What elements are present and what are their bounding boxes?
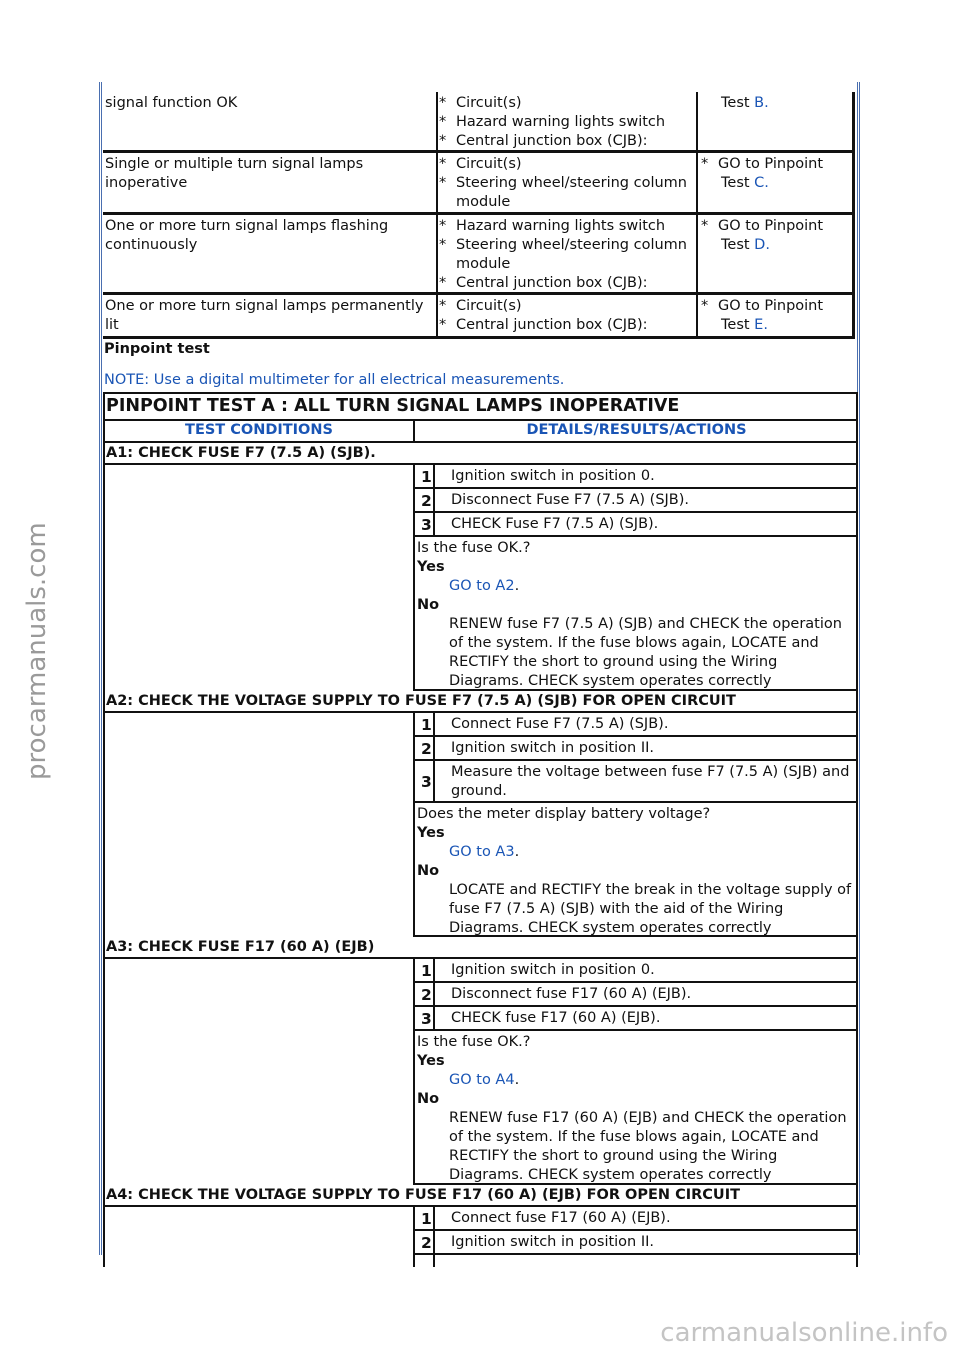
action: Test B. xyxy=(721,95,769,111)
go-to-a2-link[interactable]: GO to A2 xyxy=(449,578,515,594)
go-to-a4-link[interactable]: GO to A4 xyxy=(449,1072,515,1088)
step-header-a4: A4: CHECK THE VOLTAGE SUPPLY TO FUSE F17 (60 A) (EJB) FOR OPEN CIRCUIT xyxy=(105,1185,856,1207)
watermark-left: procarmanuals.com xyxy=(22,522,52,780)
step-header-a1: A1: CHECK FUSE F7 (7.5 A) (SJB). xyxy=(105,443,856,465)
symptom-text: Single or multiple turn signal lamps inoperative xyxy=(105,156,364,191)
action: * GO to Pinpoint Test C. xyxy=(701,156,824,191)
symptom-row xyxy=(103,295,855,339)
step-header-a3: A3: CHECK FUSE F17 (60 A) (EJB) xyxy=(105,937,856,959)
step-body-a2 xyxy=(105,713,856,937)
step-body-a3 xyxy=(105,959,856,1185)
step-item: 1 Ignition switch in position 0. xyxy=(415,465,856,489)
pinpoint-table xyxy=(103,392,858,1267)
step-item: 1 Ignition switch in position 0. xyxy=(415,959,856,983)
step-item: 1 Connect Fuse F7 (7.5 A) (SJB). xyxy=(415,713,856,737)
step-result: Does the meter display battery voltage? Yes GO to A3. No LOCATE and RECTIFY the break in the voltage supply of fuse F7 (7.5 A) (SJB) with the aid of the Wiring Diagrams. CHECK system operates correctly xyxy=(415,803,856,937)
step-header-a2: A2: CHECK THE VOLTAGE SUPPLY TO FUSE F7 (7.5 A) (SJB) FOR OPEN CIRCUIT xyxy=(105,691,856,713)
test-e-link[interactable]: E. xyxy=(754,317,768,333)
col-test-conditions: TEST CONDITIONS xyxy=(185,422,333,438)
symptom-text: One or more turn signal lamps permanently lit xyxy=(105,298,424,333)
watermark-bottom: carmanualsonline.info xyxy=(660,1318,948,1348)
step-result: Is the fuse OK.? Yes GO to A2. No RENEW fuse F7 (7.5 A) (SJB) and CHECK the operation of the system. If the fuse blows again, LOCATE and RECTIFY the short to ground using the Wiring Diagrams. CHECK system operates correctly xyxy=(415,537,856,691)
test-b-link[interactable]: B. xyxy=(754,95,769,111)
possible-causes: * Circuit(s) * Steering wheel/steering column module xyxy=(439,156,687,210)
symptom-text: One or more turn signal lamps flashing continuously xyxy=(105,218,389,253)
step-item-partial xyxy=(415,1255,856,1267)
step-item: 2 Ignition switch in position II. xyxy=(415,1231,856,1255)
possible-causes: * Circuit(s) * Central junction box (CJB): xyxy=(439,298,648,333)
step-item: 3 CHECK fuse F17 (60 A) (EJB). xyxy=(415,1007,856,1031)
go-to-a3-link[interactable]: GO to A3 xyxy=(449,844,515,860)
step-item: 1 Connect fuse F17 (60 A) (EJB). xyxy=(415,1207,856,1231)
col-details: DETAILS/RESULTS/ACTIONS xyxy=(526,422,747,438)
symptom-row xyxy=(103,92,855,153)
table-header xyxy=(105,421,856,443)
test-c-link[interactable]: C. xyxy=(754,175,769,191)
possible-causes: * Hazard warning lights switch * Steering wheel/steering column module * Central junction box (CJB): xyxy=(439,218,687,291)
possible-causes: * Circuit(s) * Hazard warning lights switch * Central junction box (CJB): xyxy=(439,95,666,149)
action: * GO to Pinpoint Test D. xyxy=(701,218,824,253)
step-item: 3 CHECK Fuse F7 (7.5 A) (SJB). xyxy=(415,513,856,537)
symptom-row xyxy=(103,215,855,295)
test-d-link[interactable]: D. xyxy=(754,237,770,253)
symptom-text: signal function OK xyxy=(105,95,238,111)
step-item: 2 Ignition switch in position II. xyxy=(415,737,856,761)
pinpoint-heading: Pinpoint test xyxy=(104,341,210,357)
step-body-a1 xyxy=(105,465,856,691)
step-item: 2 Disconnect fuse F17 (60 A) (EJB). xyxy=(415,983,856,1007)
symptom-row xyxy=(103,153,855,215)
note: NOTE: Use a digital multimeter for all electrical measurements. xyxy=(104,372,565,388)
step-item: 3 Measure the voltage between fuse F7 (7.5 A) (SJB) and ground. xyxy=(415,761,856,803)
symptom-table xyxy=(103,92,855,339)
action: * GO to Pinpoint Test E. xyxy=(701,298,824,333)
step-body-a4 xyxy=(105,1207,856,1267)
step-result: Is the fuse OK.? Yes GO to A4. No RENEW fuse F17 (60 A) (EJB) and CHECK the operation of the system. If the fuse blows again, LOCATE and RECTIFY the short to ground using the Wiring Diagrams. CHECK system operates correctly xyxy=(415,1031,856,1185)
pinpoint-title: PINPOINT TEST A : ALL TURN SIGNAL LAMPS INOPERATIVE xyxy=(105,394,856,421)
step-item: 2 Disconnect Fuse F7 (7.5 A) (SJB). xyxy=(415,489,856,513)
